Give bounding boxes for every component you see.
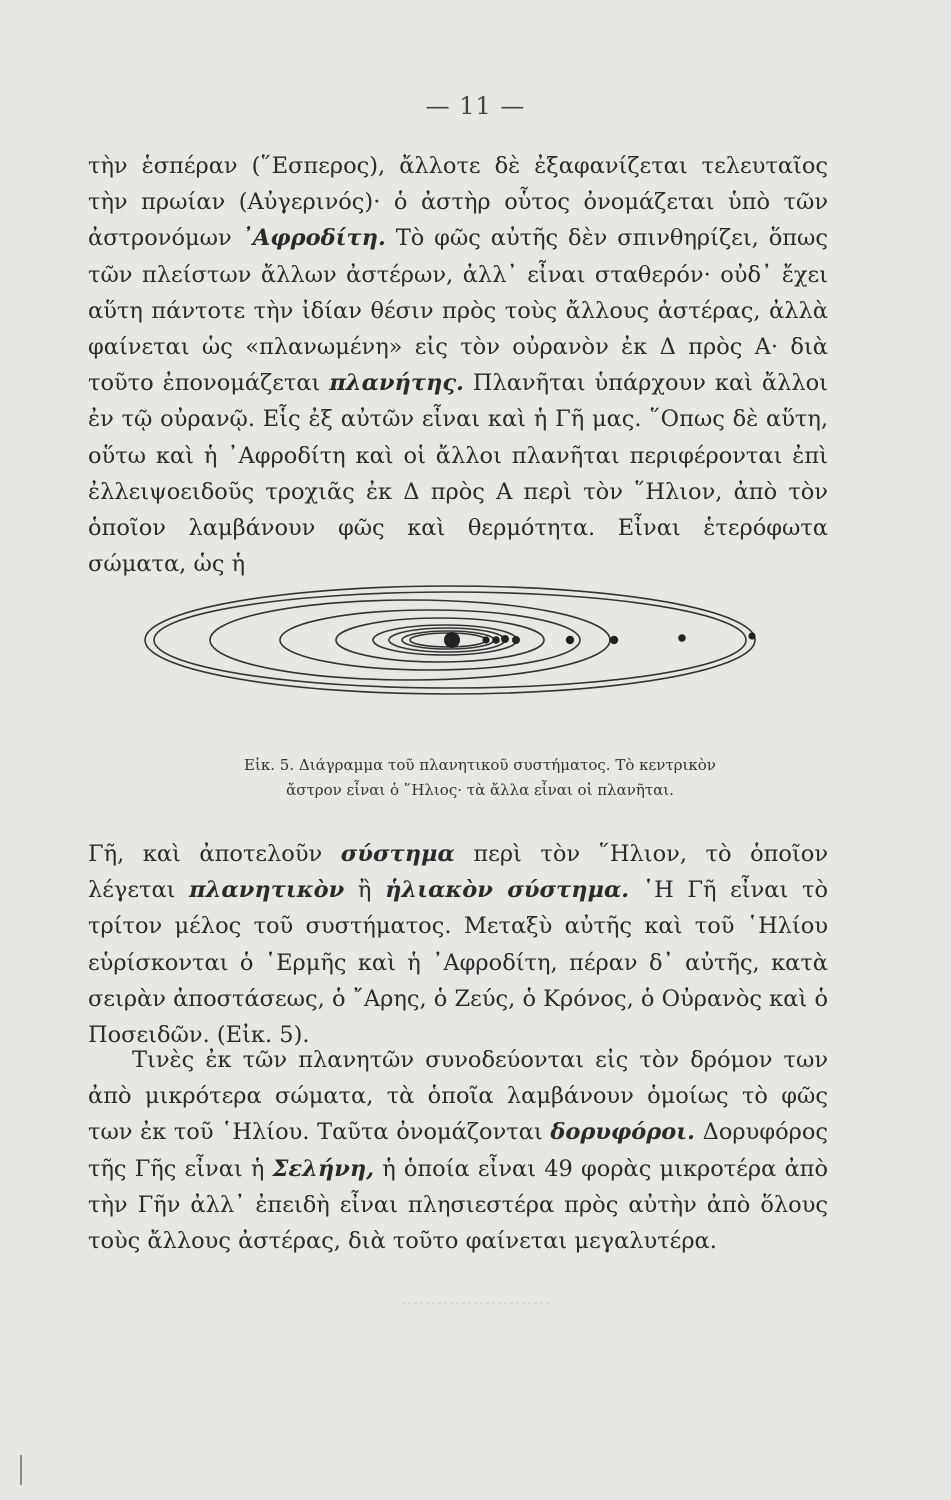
term-doryforoi: δορυφόροι. (550, 1119, 695, 1146)
planet-mars (512, 636, 520, 644)
term-aphrodite: ᾿Αφροδίτη. (241, 225, 386, 252)
paragraph-3-text-b: Δορυφόρος τῆς Γῆς εἶναι ἡ (88, 1119, 828, 1182)
term-planitis: πλανήτης. (329, 370, 464, 397)
figure-caption (150, 753, 810, 803)
paragraph-1-text-b: Τὸ φῶς αὐτῆς δὲν σπινθηρίζει, ὅπως τῶν πλείστων ἄλλων ἀστέρων, ἀλλ᾿ εἶναι σταθερόν· οὐδ᾿ ἔχει αὕτη πάντοτε τὴν ἰδίαν θέσιν πρὸς τοὺς ἄλλους ἀστέρας, ἀλλὰ φαίνεται ὡς «πλανωμένη» εἰς τὸν οὐρανὸν ἐκ Δ πρὸς Α· διὰ τοῦτο ἐπονομάζεται (88, 225, 828, 397)
planet-earth (501, 635, 509, 643)
margin-mark (20, 1455, 22, 1485)
term-iliakon-systima: ἡλιακὸν σύστημα. (385, 877, 630, 904)
paragraph-2-text-a: Γῆ, καὶ ἀποτελοῦν (88, 841, 341, 867)
paragraph-2-text-b: περὶ τὸν ῞Ηλιον, τὸ ὁποῖον λέγεται (88, 841, 828, 904)
sun-body (444, 632, 460, 648)
paper-smudge (402, 1302, 552, 1304)
paragraph-1-text-c: Πλανῆται ὑπάρχουν καὶ ἄλλοι ἐν τῷ οὐρανῷ. Εἷς ἐξ αὐτῶν εἶναι καὶ ἡ Γῆ μας. ῞Οπως δὲ αὕτη, οὕτω καὶ ἡ ᾿Αφροδίτη καὶ οἱ ἄλλοι πλανῆται περιφέρονται ἐπὶ ἐλλειψοειδοῦς τροχιᾶς ἐκ Δ πρὸς Α περὶ τὸν ῞Ηλιον, ἀπὸ τὸν ὁποῖον λαμβάνουν φῶς καὶ θερμότητα. Εἶναι ἑτερόφωτα σώματα, ὡς ἡ (88, 370, 828, 578)
planet-saturn (610, 636, 618, 644)
planet-mercury (482, 636, 489, 643)
paragraph-3 (88, 1042, 828, 1259)
paragraph-3-text-c: ἡ ὁποία εἶναι 49 φορὰς μικροτέρα ἀπὸ τὴν Γῆν ἀλλ᾿ ἐπειδὴ εἶναι πλησιεστέρα πρὸς αὐτὴν ἀπὸ ὅλους τοὺς ἄλλους ἀστέρας, διὰ τοῦτο φαίνεται μεγαλυτέρα. (88, 1155, 828, 1255)
planet-neptune (748, 632, 755, 639)
term-planitikon: πλανητικὸν (189, 877, 345, 904)
page-number: — 11 — (425, 92, 526, 120)
term-selini: Σελήνη, (272, 1155, 375, 1182)
paragraph-2 (88, 836, 828, 1053)
orbit-jupiter (280, 610, 580, 670)
paragraph-2-text-c: ἢ (344, 877, 386, 904)
planet-jupiter (566, 636, 574, 644)
figure-caption-line-2: ἄστρον εἶναι ὁ ῞Ηλιος· τὰ ἄλλα εἶναι οἱ πλανῆται. (286, 781, 674, 799)
term-systima: σύστημα (340, 841, 455, 867)
paragraph-2-text-d: ῾Η Γῆ εἶναι τὸ τρίτον μέλος τοῦ συστήματος. Μεταξὺ αὐτῆς καὶ τοῦ ῾Ηλίου εὑρίσκονται ὁ ῾Ερμῆς καὶ ἡ ᾿Αφροδίτη, πέραν δ᾿ αὐτῆς, κατὰ σειρὰν ἀποστάσεως, ὁ ῎Αρης, ὁ Ζεύς, ὁ Κρόνος, ὁ Οὐρανὸς καὶ ὁ Ποσειδῶν. (Εἰκ. 5). (88, 877, 828, 1049)
paragraph-3-text-a: Τινὲς ἐκ τῶν πλανητῶν συνοδεύονται εἰς τὸν δρόμον των ἀπὸ μικρότερα σώματα, τὰ ὁποῖα λαμβάνουν ὁμοίως τὸ φῶς των ἐκ τοῦ ῾Ηλίου. Ταῦτα ὀνομάζονται (88, 1047, 828, 1146)
planet-uranus (678, 634, 686, 642)
figure-caption-line-1: Εἰκ. 5. Διάγραμμα τοῦ πλανητικοῦ συστήματος. Τὸ κεντρικὸν (244, 756, 716, 774)
planetary-system-diagram (130, 560, 770, 740)
planet-venus (492, 636, 500, 644)
paragraph-1 (88, 148, 828, 582)
paragraph-1-text-a: τὴν ἑσπέραν (῞Εσπερος), ἄλλοτε δὲ ἐξαφανίζεται τελευταῖος τὴν πρωίαν (Αὐγερινός)· ὁ ἀστὴρ οὗτος ὀνομάζεται ὑπὸ τῶν ἀστρονόμων (88, 153, 828, 252)
